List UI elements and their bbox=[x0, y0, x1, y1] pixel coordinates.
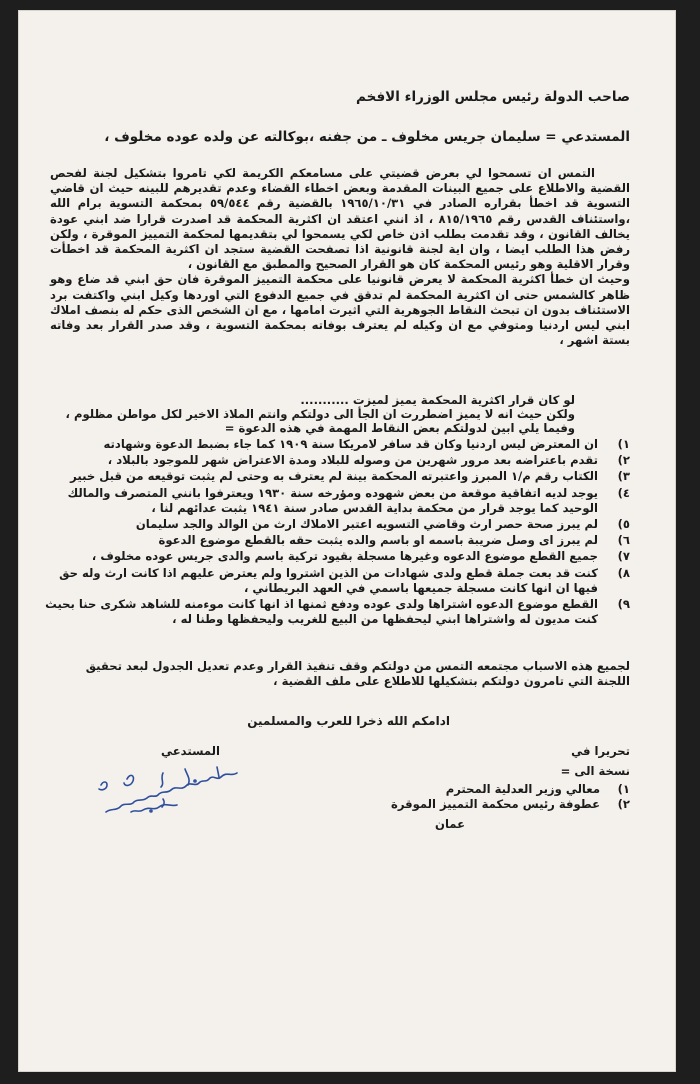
request-dots: ........... bbox=[300, 393, 349, 407]
point-number: (٨ bbox=[617, 565, 630, 580]
copy-recipient bbox=[391, 797, 630, 812]
point-item bbox=[40, 597, 630, 627]
intro-paragraph-2: وحيث ان خطأ اكثرية المحكمة لا يعرض قانونيا على محكمة التمييز الموقرة فان حق ابني قد ضاع وهو ظاهر كالشمس حتى ان اكثرية المحكمة لم تدقق في جميع الدفوع التي اوردها وكيل ابني واكتفت برد الاستئناف بدون ان تبحث النقاط الجوهرية التي اثيرت امامها ، مع ان الشخص الذى حكم له بنصف املاك ابني ليس اردنيا ومتوفي مع ان وكيله لم يعترف بوفاته بمحكمة التسوية ، وقد صدر القرار بعد وفاته بستة اشهر ، bbox=[50, 272, 630, 348]
point-text: تقدم باعتراضه بعد مرور شهرين من وصوله للبلاد ومدة الاعتراض شهر للموجود بالبلاد ، bbox=[107, 453, 598, 468]
copies-list bbox=[391, 782, 630, 812]
point-item bbox=[40, 486, 630, 516]
intro-body bbox=[50, 166, 630, 348]
point-item bbox=[40, 453, 630, 468]
intro-paragraph-1: التمس ان تسمحوا لي بعرض قضيتي على مسامعكم الكريمة لكي تامروا بتشكيل لجنة لفحص القضية والاطلاع على جميع البينات المقدمة وبعض اخطاء القضاء وعدم تقديرهم للبينه حيث ان قاضي التسوية قد اخطأ بقراره الصادر في ١٩٦٥/١٠/٣١ بالقضية رقم ٥٩/٥٤٤ بمحكمة التسوية برام الله ،واستئناف القدس رقم ٨١٥/١٩٦٥ ، اذ انني اعتقد ان اكثرية المحكمة قد اصدرت قرارا ضد ابني عودة يخالف القانون ، وقد تقدمت بطلب اذن خاص لكي يسمحوا لي بتقديمها لمحكمة التمييز الموقرة ، ولكن رفض هذا الطلب ايضا ، وان اية لجنة قانونية اذا تصفحت القضية ستجد ان اكثرية المحكمة قد اخطأت وقرار الاقلية وهو رئيس المحكمة كان هو القرار الصحيح والمطبق مع القانون ، bbox=[50, 166, 630, 272]
points-list bbox=[40, 437, 630, 628]
signer-label: المستدعي bbox=[161, 744, 220, 758]
blessing-line: ادامكم الله ذخرا للعرب والمسلمين bbox=[247, 714, 450, 728]
point-text: القطع موضوع الدعوه اشتراها ولدى عوده ودفع ثمنها اذ انها كانت موءمنه للشاهد شكرى حنا بحيث كنت مديون له واشتراها ابني ليحفظها من البيع للغريب وليحفظها وطنا له ، bbox=[45, 597, 598, 627]
point-number: (٦ bbox=[617, 533, 630, 548]
point-number: (٥ bbox=[617, 517, 630, 532]
point-number: (٣ bbox=[617, 469, 630, 484]
point-item bbox=[40, 437, 630, 452]
point-number: (١ bbox=[617, 437, 630, 451]
request-line-2: ولكن حيث انه لا يميز اضطررت ان الجأ الى دولتكم وانتم الملاذ الاخير لكل مواطن مظلوم ، bbox=[65, 407, 575, 421]
point-text: جميع القطع موضوع الدعوه وغيرها مسجلة بقيود تركية باسم والدى جريس عوده مخلوف ، bbox=[91, 549, 598, 564]
point-number: (٧ bbox=[617, 549, 630, 564]
point-item bbox=[40, 533, 630, 548]
point-number: (٩ bbox=[617, 597, 630, 612]
request-block bbox=[55, 393, 575, 435]
point-text: يوجد لديه اتفاقية موقعة من بعض شهوده ومؤرخه سنة ١٩٣٠ ويعترفوا بانني المتصرف والمالك الوحيد كما يوجد قرار من محكمة بداية القدس صادر سنة ١٩٤١ يثبت عدائهم لنا ، bbox=[67, 485, 598, 515]
copy-text: عطوفة رئيس محكمة التمييز الموقرة bbox=[390, 797, 600, 811]
copy-number: (٢ bbox=[617, 797, 630, 811]
point-text: ان المعترض ليس اردنيا وكان قد سافر لامريكا سنة ١٩٠٩ كما جاء بضبط الدعوة وشهادته bbox=[103, 437, 598, 451]
request-line-1 bbox=[55, 393, 575, 407]
city-name: عمان bbox=[435, 817, 465, 831]
point-number: (٢ bbox=[617, 453, 630, 468]
point-item bbox=[40, 549, 630, 564]
dated-label: تحريرا في bbox=[571, 744, 630, 758]
letter-page bbox=[18, 10, 676, 1072]
point-item bbox=[40, 517, 630, 532]
copies-title: نسخة الى = bbox=[560, 764, 630, 778]
point-number: (٤ bbox=[617, 485, 630, 500]
salutation: صاحب الدولة رئيس مجلس الوزراء الافخم bbox=[356, 89, 630, 105]
point-item bbox=[40, 469, 630, 484]
copy-recipient bbox=[391, 782, 630, 797]
point-text: كنت قد بعت جملة قطع ولدى شهادات من الذين اشتروا ولم يعترض عليهم اذا كانت ارث وله حق فيها ان انها كانت مسجلة جميعها باسمي في العهد البريطاني ، bbox=[59, 565, 598, 595]
point-text: الكتاب رقم م/١ المبرز واعتبرته المحكمة بينة لم يعترف به وحتى لم يثبت توقيعه من قبل خبير bbox=[70, 469, 598, 484]
point-text: لم يبرز صحة حصر ارث وقاضي التسويه اعتبر الاملاك ارث من الوالد والجد سليمان bbox=[135, 517, 598, 532]
closing-paragraph: لجميع هذه الاسباب مجتمعه التمس من دولتكم وقف تنفيذ القرار وعدم تعديل الجدول لبعد تحقيق اللجنة التي تامرون دولتكم بتشكيلها للاطلاع على ملف القضية ، bbox=[85, 659, 630, 689]
copy-number: (١ bbox=[617, 782, 630, 796]
point-item bbox=[40, 566, 630, 596]
request-line-3: وفيما يلي ابين لدولتكم بعض النقاط المهمة في هذه الدعوة = bbox=[224, 421, 575, 435]
point-text: لم يبرز اى وصل ضريبة باسمه او باسم والده يثبت حقه بالقطع موضوع الدعوة bbox=[158, 533, 598, 548]
copy-text: معالي وزير العدلية المحترم bbox=[445, 782, 600, 796]
request-line-1-text: لو كان قرار اكثرية المحكمة يميز لميزت bbox=[348, 393, 575, 407]
petitioner-line: المستدعي = سليمان جريس مخلوف ـ من جفنه ،بوكالته عن ولده عوده مخلوف ، bbox=[104, 129, 630, 145]
handwritten-signature bbox=[67, 759, 247, 819]
